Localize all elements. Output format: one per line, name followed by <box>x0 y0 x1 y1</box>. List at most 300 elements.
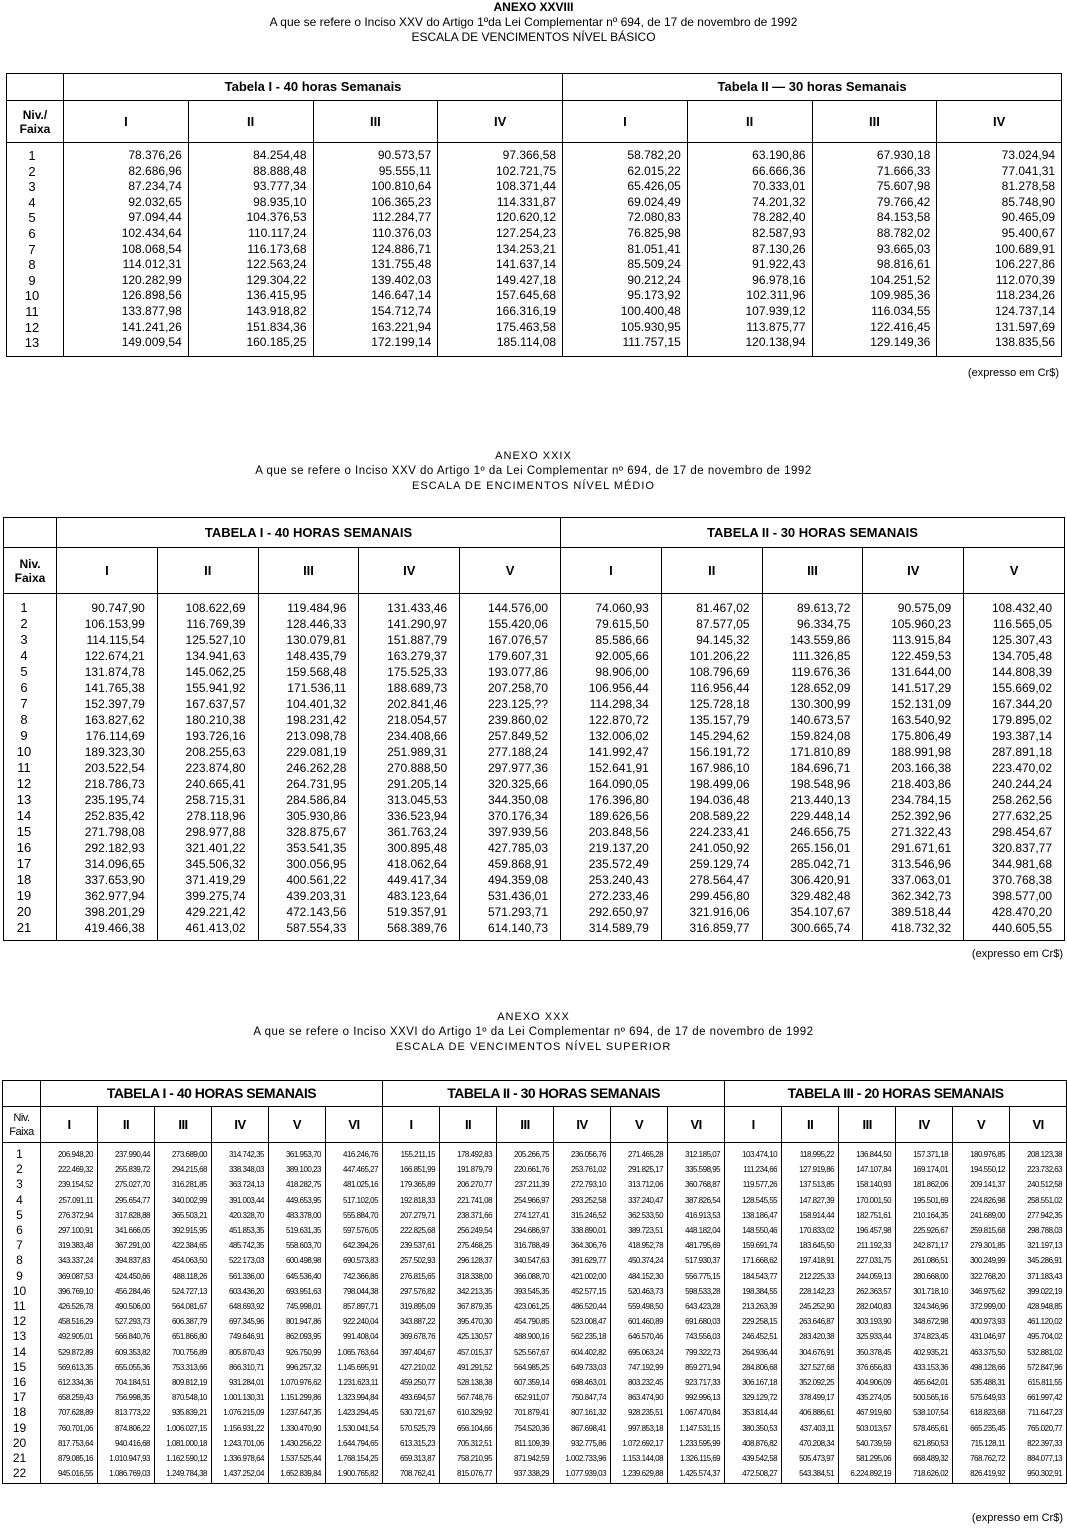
salary-value: 439.542,58 <box>742 1454 778 1464</box>
value-column-ii <box>157 594 258 941</box>
value-column-vi <box>668 1143 725 1484</box>
salary-value: 598.533,28 <box>685 1286 721 1296</box>
salary-value: 108.622,69 <box>185 601 246 615</box>
salary-value: 271.322,43 <box>891 825 952 839</box>
salary-value: 276.372,94 <box>57 1210 93 1220</box>
salary-value: 183.645,50 <box>799 1241 835 1251</box>
faixa-number: 5 <box>20 664 28 679</box>
value-column-v <box>953 1143 1010 1484</box>
faixa-number: 15 <box>16 824 32 839</box>
salary-value: 1.537.525,44 <box>280 1454 321 1464</box>
salary-value: 120.620,12 <box>495 210 557 225</box>
salary-value: 246.262,28 <box>286 761 347 775</box>
salary-value: 486.520,44 <box>571 1302 607 1312</box>
salary-value: 531.436,01 <box>487 889 548 903</box>
salary-value: 483.378,00 <box>285 1210 321 1220</box>
salary-value: 327.527,68 <box>799 1362 835 1372</box>
table-level-header <box>4 548 1065 594</box>
salary-value: 997.853,18 <box>628 1423 664 1433</box>
salary-value: 693.951,63 <box>285 1286 321 1296</box>
salary-value: 189.323,30 <box>84 745 145 759</box>
salary-value: 950.302,91 <box>1027 1469 1063 1479</box>
salary-value: 324.346,96 <box>913 1302 949 1312</box>
salary-value: 467.919,60 <box>856 1408 892 1418</box>
salary-value: 398.201,29 <box>84 905 145 919</box>
faixa-number: 7 <box>20 696 28 711</box>
salary-value: 618.823,68 <box>970 1408 1006 1418</box>
value-column-ii <box>661 594 762 941</box>
value-column-iii <box>839 1143 896 1484</box>
empty-corner-cell <box>4 518 57 548</box>
salary-value: 718.626,02 <box>913 1469 949 1479</box>
salary-value: 857.897,71 <box>343 1302 379 1312</box>
salary-value: 152.641,91 <box>588 761 649 775</box>
value-column-iv <box>212 1143 269 1484</box>
faixa-number: 4 <box>16 1192 23 1207</box>
salary-value: 108.068,54 <box>121 241 182 256</box>
salary-value: 519.631,35 <box>285 1226 321 1236</box>
salary-value: 154.712,74 <box>371 303 432 318</box>
salary-value: 528.138,38 <box>457 1378 493 1388</box>
salary-value: 329.482,48 <box>790 889 851 903</box>
level-header-v: V <box>460 548 561 594</box>
salary-value: 133.877,98 <box>121 303 182 318</box>
salary-value: 348.672,98 <box>913 1317 949 1327</box>
salary-value: 208.255,63 <box>185 745 246 759</box>
table-group-header <box>4 518 1065 548</box>
annex-scale: ESCALA DE VENCIMENTOS NÍVEL SUPERIOR <box>395 1041 672 1053</box>
salary-value: 433.153,36 <box>913 1362 949 1372</box>
salary-value: 119.676,36 <box>791 665 851 679</box>
level-header-ii: II <box>687 101 812 143</box>
salary-value: 621.850,53 <box>913 1438 949 1448</box>
salary-value: 523.008,47 <box>571 1317 607 1327</box>
salary-value: 313.045,53 <box>387 793 448 807</box>
salary-value: 167.076,57 <box>487 633 548 647</box>
salary-value: 481.025,16 <box>343 1180 379 1190</box>
table-group-header <box>3 1081 1067 1107</box>
salary-value: 85.509,24 <box>627 257 681 272</box>
salary-value: 492.905,01 <box>57 1332 93 1342</box>
salary-value: 491.291,52 <box>457 1362 493 1372</box>
salary-value: 392.915,95 <box>171 1226 207 1236</box>
salary-value: 449.653,95 <box>285 1195 321 1205</box>
salary-value: 202.841,46 <box>387 697 448 711</box>
salary-value: 110.117,24 <box>248 225 307 240</box>
salary-value: 527.293,73 <box>114 1317 150 1327</box>
salary-value: 73.024,94 <box>1001 148 1056 162</box>
salary-value: 96.334,75 <box>797 617 851 631</box>
salary-value: 194.550,12 <box>970 1165 1006 1175</box>
salary-value: 556.775,15 <box>685 1271 721 1281</box>
salary-value: 114.115,54 <box>86 633 145 647</box>
salary-value: 284.586,84 <box>286 793 347 807</box>
salary-value: 315.246,52 <box>571 1210 607 1220</box>
salary-value: 1.425.574,37 <box>679 1469 721 1479</box>
salary-value: 362.977,94 <box>84 889 145 903</box>
currency-note: (expresso em Cr$) <box>971 948 1063 960</box>
faixa-number: 8 <box>16 1253 23 1268</box>
salary-value: 89.613,72 <box>797 601 851 615</box>
table-body <box>4 594 1065 941</box>
salary-value: 207.258,70 <box>487 681 548 695</box>
salary-value: 859.271,94 <box>685 1362 721 1372</box>
salary-value: 111.757,15 <box>622 335 681 350</box>
faixa-number: 20 <box>16 904 32 919</box>
salary-value: 134.705,48 <box>991 649 1053 663</box>
salary-value: 255.839,72 <box>114 1165 150 1175</box>
salary-value: 198.384,55 <box>742 1286 778 1296</box>
salary-value: 122.459,53 <box>891 649 952 663</box>
salary-value: 461.120,02 <box>1027 1317 1063 1327</box>
salary-value: 470.208,34 <box>799 1438 835 1448</box>
salary-value: 1.145.695,91 <box>337 1362 379 1372</box>
faixa-number: 12 <box>12 1314 27 1329</box>
salary-value: 402.935,21 <box>913 1347 949 1357</box>
salary-value: 116.565,05 <box>992 617 1053 631</box>
salary-value: 136.415,95 <box>246 288 307 303</box>
salary-value: 493.694,57 <box>400 1393 436 1403</box>
faixa-column <box>4 594 57 941</box>
salary-value: 130.079,81 <box>286 633 347 647</box>
value-column-iii <box>812 143 937 357</box>
salary-value: 131.874,78 <box>84 665 145 679</box>
salary-value: 128.545,55 <box>742 1195 778 1205</box>
salary-value: 747.192,99 <box>628 1362 664 1372</box>
salary-value: 257.502,93 <box>400 1256 436 1266</box>
salary-value: 234.408,66 <box>387 729 448 743</box>
faixa-number: 21 <box>16 920 32 935</box>
salary-value: 418.282,75 <box>285 1180 321 1190</box>
salary-value: 397.404,67 <box>400 1347 436 1357</box>
salary-value: 213.263,39 <box>742 1302 778 1312</box>
salary-value: 90.573,57 <box>377 148 432 162</box>
level-header-iv: IV <box>212 1107 269 1143</box>
salary-value: 484.152,30 <box>628 1271 664 1281</box>
salary-value: 207.279,71 <box>400 1210 436 1220</box>
value-column-iv <box>554 1143 611 1484</box>
salary-value: 228.142,23 <box>799 1286 835 1296</box>
salary-value: 517.930,37 <box>685 1256 721 1266</box>
annex-scale: ESCALA DE ENCIMENTOS NÍVEL MÉDIO <box>412 480 655 492</box>
salary-value: 336.523,94 <box>387 809 448 823</box>
salary-value: 224.826,98 <box>970 1195 1006 1205</box>
faixa-number: 10 <box>12 1283 27 1298</box>
salary-value: 294.686,97 <box>514 1226 550 1236</box>
salary-value: 300.665,74 <box>790 921 851 935</box>
salary-value: 179.365,89 <box>400 1180 436 1190</box>
level-header-i: I <box>57 548 158 594</box>
salary-value: 449.417,34 <box>387 873 448 887</box>
salary-value: 171.536,11 <box>287 681 347 695</box>
salary-value: 656.104,66 <box>457 1423 493 1433</box>
salary-value: 300.249,99 <box>970 1256 1006 1266</box>
salary-value: 135.157,79 <box>689 713 750 727</box>
salary-value: 184.696,71 <box>790 761 851 775</box>
salary-value: 198.499,06 <box>689 777 750 791</box>
faixa-number: 17 <box>12 1390 27 1405</box>
salary-value: 106.227,86 <box>995 257 1056 272</box>
value-column-iv <box>359 594 460 941</box>
salary-value: 571.293,71 <box>487 905 548 919</box>
salary-value: 314.742,35 <box>228 1150 264 1159</box>
salary-value: 298.454,67 <box>991 825 1053 839</box>
salary-value: 364.306,76 <box>571 1241 607 1251</box>
salary-value: 940.416,68 <box>114 1438 150 1448</box>
faixa-number: 11 <box>17 760 31 775</box>
salary-value: 67.930,18 <box>876 148 931 162</box>
salary-value: 279.301,85 <box>970 1241 1006 1251</box>
salary-value: 587.554,33 <box>286 921 347 935</box>
salary-value: 114.331,87 <box>496 194 557 209</box>
currency-note: (expresso em Cr$) <box>967 367 1059 379</box>
salary-value: 354.107,67 <box>790 905 851 919</box>
salary-value: 389.100,23 <box>285 1165 321 1175</box>
salary-value: 391.003,44 <box>228 1195 264 1205</box>
salary-value: 206.270,77 <box>457 1180 493 1190</box>
salary-value: 1.323.994,84 <box>337 1393 379 1403</box>
salary-value: 291.671,61 <box>891 841 952 855</box>
salary-value: 157.371,18 <box>913 1150 949 1159</box>
salary-value: 283.420,38 <box>799 1332 835 1342</box>
salary-value: 108.371,44 <box>495 179 557 194</box>
salary-value: 996.257,32 <box>285 1362 321 1372</box>
salary-value: 160.185,25 <box>246 335 307 350</box>
salary-value: 125.307,43 <box>991 633 1053 647</box>
salary-value: 406.886,61 <box>799 1408 835 1418</box>
salary-value: 389.518,44 <box>891 905 952 919</box>
salary-value: 111.326,85 <box>792 649 851 663</box>
salary-value: 423.061,25 <box>514 1302 550 1312</box>
salary-value: 328.875,67 <box>286 825 347 839</box>
salary-value: 365.503,21 <box>171 1210 207 1220</box>
annex-subtitle: A que se refere o Inciso XXVI do Artigo 1º da Lei Complementar nº 694, de 17 de novembro de 1992 <box>253 1026 814 1038</box>
salary-value: 136.844,50 <box>856 1150 892 1159</box>
salary-value: 138.835,56 <box>995 335 1056 350</box>
salary-value: 145.062,25 <box>185 665 246 679</box>
salary-value: 343.337,24 <box>57 1256 93 1266</box>
salary-value: 341.666,05 <box>114 1226 150 1236</box>
salary-value: 275.027,70 <box>114 1180 150 1190</box>
salary-value: 299.456,80 <box>689 889 750 903</box>
salary-value: 239.860,02 <box>487 713 548 727</box>
salary-value: 134.253,21 <box>495 241 557 256</box>
salary-value: 144.808,39 <box>991 665 1053 679</box>
salary-value: 945.016,55 <box>57 1469 93 1479</box>
salary-value: 863.474,90 <box>628 1393 664 1403</box>
salary-value: 809.812,19 <box>171 1378 207 1388</box>
salary-value: 203.166,38 <box>891 761 952 775</box>
salary-value: 416.913,53 <box>685 1210 721 1220</box>
salary-value: 79.615,50 <box>595 617 649 631</box>
salary-value: 130.300,99 <box>790 697 851 711</box>
salary-value: 65.426,05 <box>627 179 681 194</box>
salary-value: 112.070,39 <box>995 272 1056 287</box>
salary-value: 159.824,08 <box>790 729 851 743</box>
salary-value: 78.282,40 <box>752 210 806 225</box>
salary-value: 189.626,56 <box>588 809 649 823</box>
salary-value: 120.282,99 <box>121 272 182 287</box>
salary-value: 447.465,27 <box>343 1165 379 1175</box>
salary-value: 240.244,24 <box>991 777 1053 791</box>
salary-value: 408.876,82 <box>742 1438 778 1448</box>
salary-value: 532.881,02 <box>1027 1347 1063 1357</box>
salary-value: 137.513,85 <box>799 1180 835 1190</box>
value-column-iv <box>896 1143 953 1484</box>
salary-value: 342.213,35 <box>457 1286 493 1296</box>
salary-value: 338.348,03 <box>228 1165 264 1175</box>
salary-value: 229.258,15 <box>742 1317 778 1327</box>
value-column-iii <box>762 594 863 941</box>
table-group-label: TABELA I - 40 HORAS SEMANAIS <box>41 1081 383 1107</box>
faixa-number: 1 <box>16 1147 23 1161</box>
salary-value: 222.469,32 <box>57 1165 93 1175</box>
faixa-number: 2 <box>20 616 28 631</box>
salary-value: 937.338,29 <box>514 1469 550 1479</box>
salary-value: 63.190,86 <box>752 148 806 162</box>
salary-value: 163.540,92 <box>891 713 952 727</box>
salary-value: 815.076,77 <box>457 1469 493 1479</box>
salary-value: 711.647,23 <box>1027 1408 1063 1418</box>
salary-value: 665.235,45 <box>970 1423 1006 1433</box>
salary-value: 398.577,00 <box>991 889 1053 903</box>
salary-value: 167.344,20 <box>991 697 1053 711</box>
salary-value: 400.561,22 <box>286 873 347 887</box>
salary-value: 81.278,58 <box>1001 179 1056 194</box>
salary-value: 90.747,90 <box>91 601 145 615</box>
salary-value: 296.128,37 <box>457 1256 493 1266</box>
level-header-ii: II <box>661 548 762 594</box>
salary-value: 98.935,10 <box>253 194 307 209</box>
value-column-iii <box>258 594 359 941</box>
salary-value: 609.353,82 <box>114 1347 150 1357</box>
salary-value: 259.815,68 <box>970 1226 1006 1236</box>
value-column-ii <box>188 143 313 357</box>
salary-value: 452.577,15 <box>571 1286 607 1296</box>
level-header-ii: II <box>782 1107 839 1143</box>
salary-table-medium <box>3 517 1065 941</box>
value-column-iii <box>313 143 438 357</box>
salary-value: 928.235,51 <box>628 1408 664 1418</box>
salary-value: 82.686,96 <box>128 163 182 178</box>
salary-value: 353.541,35 <box>286 841 347 855</box>
salary-value: 116.034,55 <box>871 303 931 318</box>
salary-value: 372.999,00 <box>970 1302 1006 1312</box>
salary-value: 1.237.647,35 <box>280 1408 321 1418</box>
faixa-number: 14 <box>12 1344 27 1359</box>
salary-value: 145.294,62 <box>689 729 750 743</box>
salary-value: 76.825,98 <box>627 225 681 240</box>
salary-value: 600.498,98 <box>285 1256 321 1266</box>
salary-value: 337.063,01 <box>891 873 952 887</box>
faixa-number: 6 <box>20 680 28 695</box>
salary-value: 109.985,36 <box>870 288 931 303</box>
salary-value: 298.788,03 <box>1027 1226 1063 1236</box>
salary-value: 1.233.595,99 <box>679 1438 721 1448</box>
salary-value: 141.637,14 <box>495 257 557 272</box>
salary-value: 374.823,45 <box>913 1332 949 1342</box>
salary-value: 98.816,61 <box>876 257 931 272</box>
salary-value: 170.001,50 <box>856 1195 892 1205</box>
salary-value: 82.587,93 <box>752 225 806 240</box>
salary-value: 543.384,51 <box>799 1469 835 1479</box>
salary-value: 749.646,91 <box>228 1332 264 1342</box>
salary-value: 345.506,32 <box>185 857 246 871</box>
salary-value: 1.006.027,15 <box>166 1423 207 1433</box>
salary-value: 461.413,02 <box>185 921 246 935</box>
salary-value: 1.768.154,25 <box>337 1454 379 1464</box>
salary-table-superior <box>2 1080 1067 1484</box>
salary-value: 316.788,49 <box>514 1241 550 1251</box>
salary-value: 397.939,56 <box>487 825 548 839</box>
salary-value: 180.210,38 <box>185 713 246 727</box>
table-body <box>3 1143 1067 1484</box>
salary-value: 668.489,32 <box>913 1454 949 1464</box>
salary-value: 75.607,98 <box>876 179 931 194</box>
faixa-number: 1 <box>28 148 36 163</box>
salary-value: 262.363,57 <box>856 1286 892 1296</box>
annex-xxx-header <box>0 1010 1067 1055</box>
faixa-column <box>7 143 64 357</box>
salary-value: 206.948,20 <box>57 1150 93 1159</box>
value-column-vi <box>326 1143 383 1484</box>
salary-value: 922.240,04 <box>343 1317 379 1327</box>
salary-value: 81.467,02 <box>696 601 750 615</box>
level-header-ii: II <box>98 1107 155 1143</box>
salary-value: 745.998,01 <box>285 1302 321 1312</box>
salary-value: 127.919,86 <box>799 1165 835 1175</box>
salary-value: 178.492,83 <box>457 1150 493 1159</box>
salary-value: 1.001.130,31 <box>223 1393 264 1403</box>
salary-value: 151.887,79 <box>387 633 448 647</box>
value-column-iv <box>937 143 1062 357</box>
salary-value: 172.199,14 <box>371 335 432 350</box>
salary-value: 84.153,58 <box>876 210 931 225</box>
faixa-number: 14 <box>16 808 32 823</box>
value-column-ii <box>440 1143 497 1484</box>
salary-value: 234.784,15 <box>891 793 952 807</box>
faixa-number: 17 <box>16 856 32 871</box>
salary-value: 100.400,48 <box>620 303 681 318</box>
salary-value: 237.211,39 <box>514 1180 550 1190</box>
salary-value: 399.275,74 <box>185 889 246 903</box>
salary-value: 416.246,76 <box>343 1150 379 1159</box>
salary-value: 566.840,76 <box>114 1332 150 1342</box>
salary-value: 564.081,67 <box>171 1302 207 1312</box>
salary-value: 212.225,33 <box>799 1271 835 1281</box>
level-header-ii: II <box>188 101 313 143</box>
salary-value: 6.224.892,19 <box>850 1469 892 1479</box>
level-header-iii: III <box>313 101 438 143</box>
salary-value: 235.572,49 <box>588 857 649 871</box>
level-header-iii: III <box>812 101 937 143</box>
value-column-iii <box>497 1143 554 1484</box>
salary-value: 223.125,?? <box>487 697 548 711</box>
salary-value: 520.463,73 <box>628 1286 664 1296</box>
salary-value: 399.022,19 <box>1027 1286 1063 1296</box>
salary-value: 495.704,02 <box>1027 1332 1063 1342</box>
salary-value: 128.652,09 <box>790 681 851 695</box>
salary-value: 340.547,63 <box>514 1256 550 1266</box>
salary-value: 141.765,38 <box>84 681 145 695</box>
salary-value: 799.322,73 <box>685 1347 721 1357</box>
salary-value: 306.420,91 <box>790 873 851 887</box>
salary-value: 222.825,68 <box>400 1226 436 1236</box>
salary-value: 240.665,41 <box>185 777 246 791</box>
salary-value: 614.140,73 <box>487 921 548 935</box>
salary-value: 257.091,11 <box>58 1195 93 1205</box>
salary-value: 92.032,65 <box>128 194 182 209</box>
